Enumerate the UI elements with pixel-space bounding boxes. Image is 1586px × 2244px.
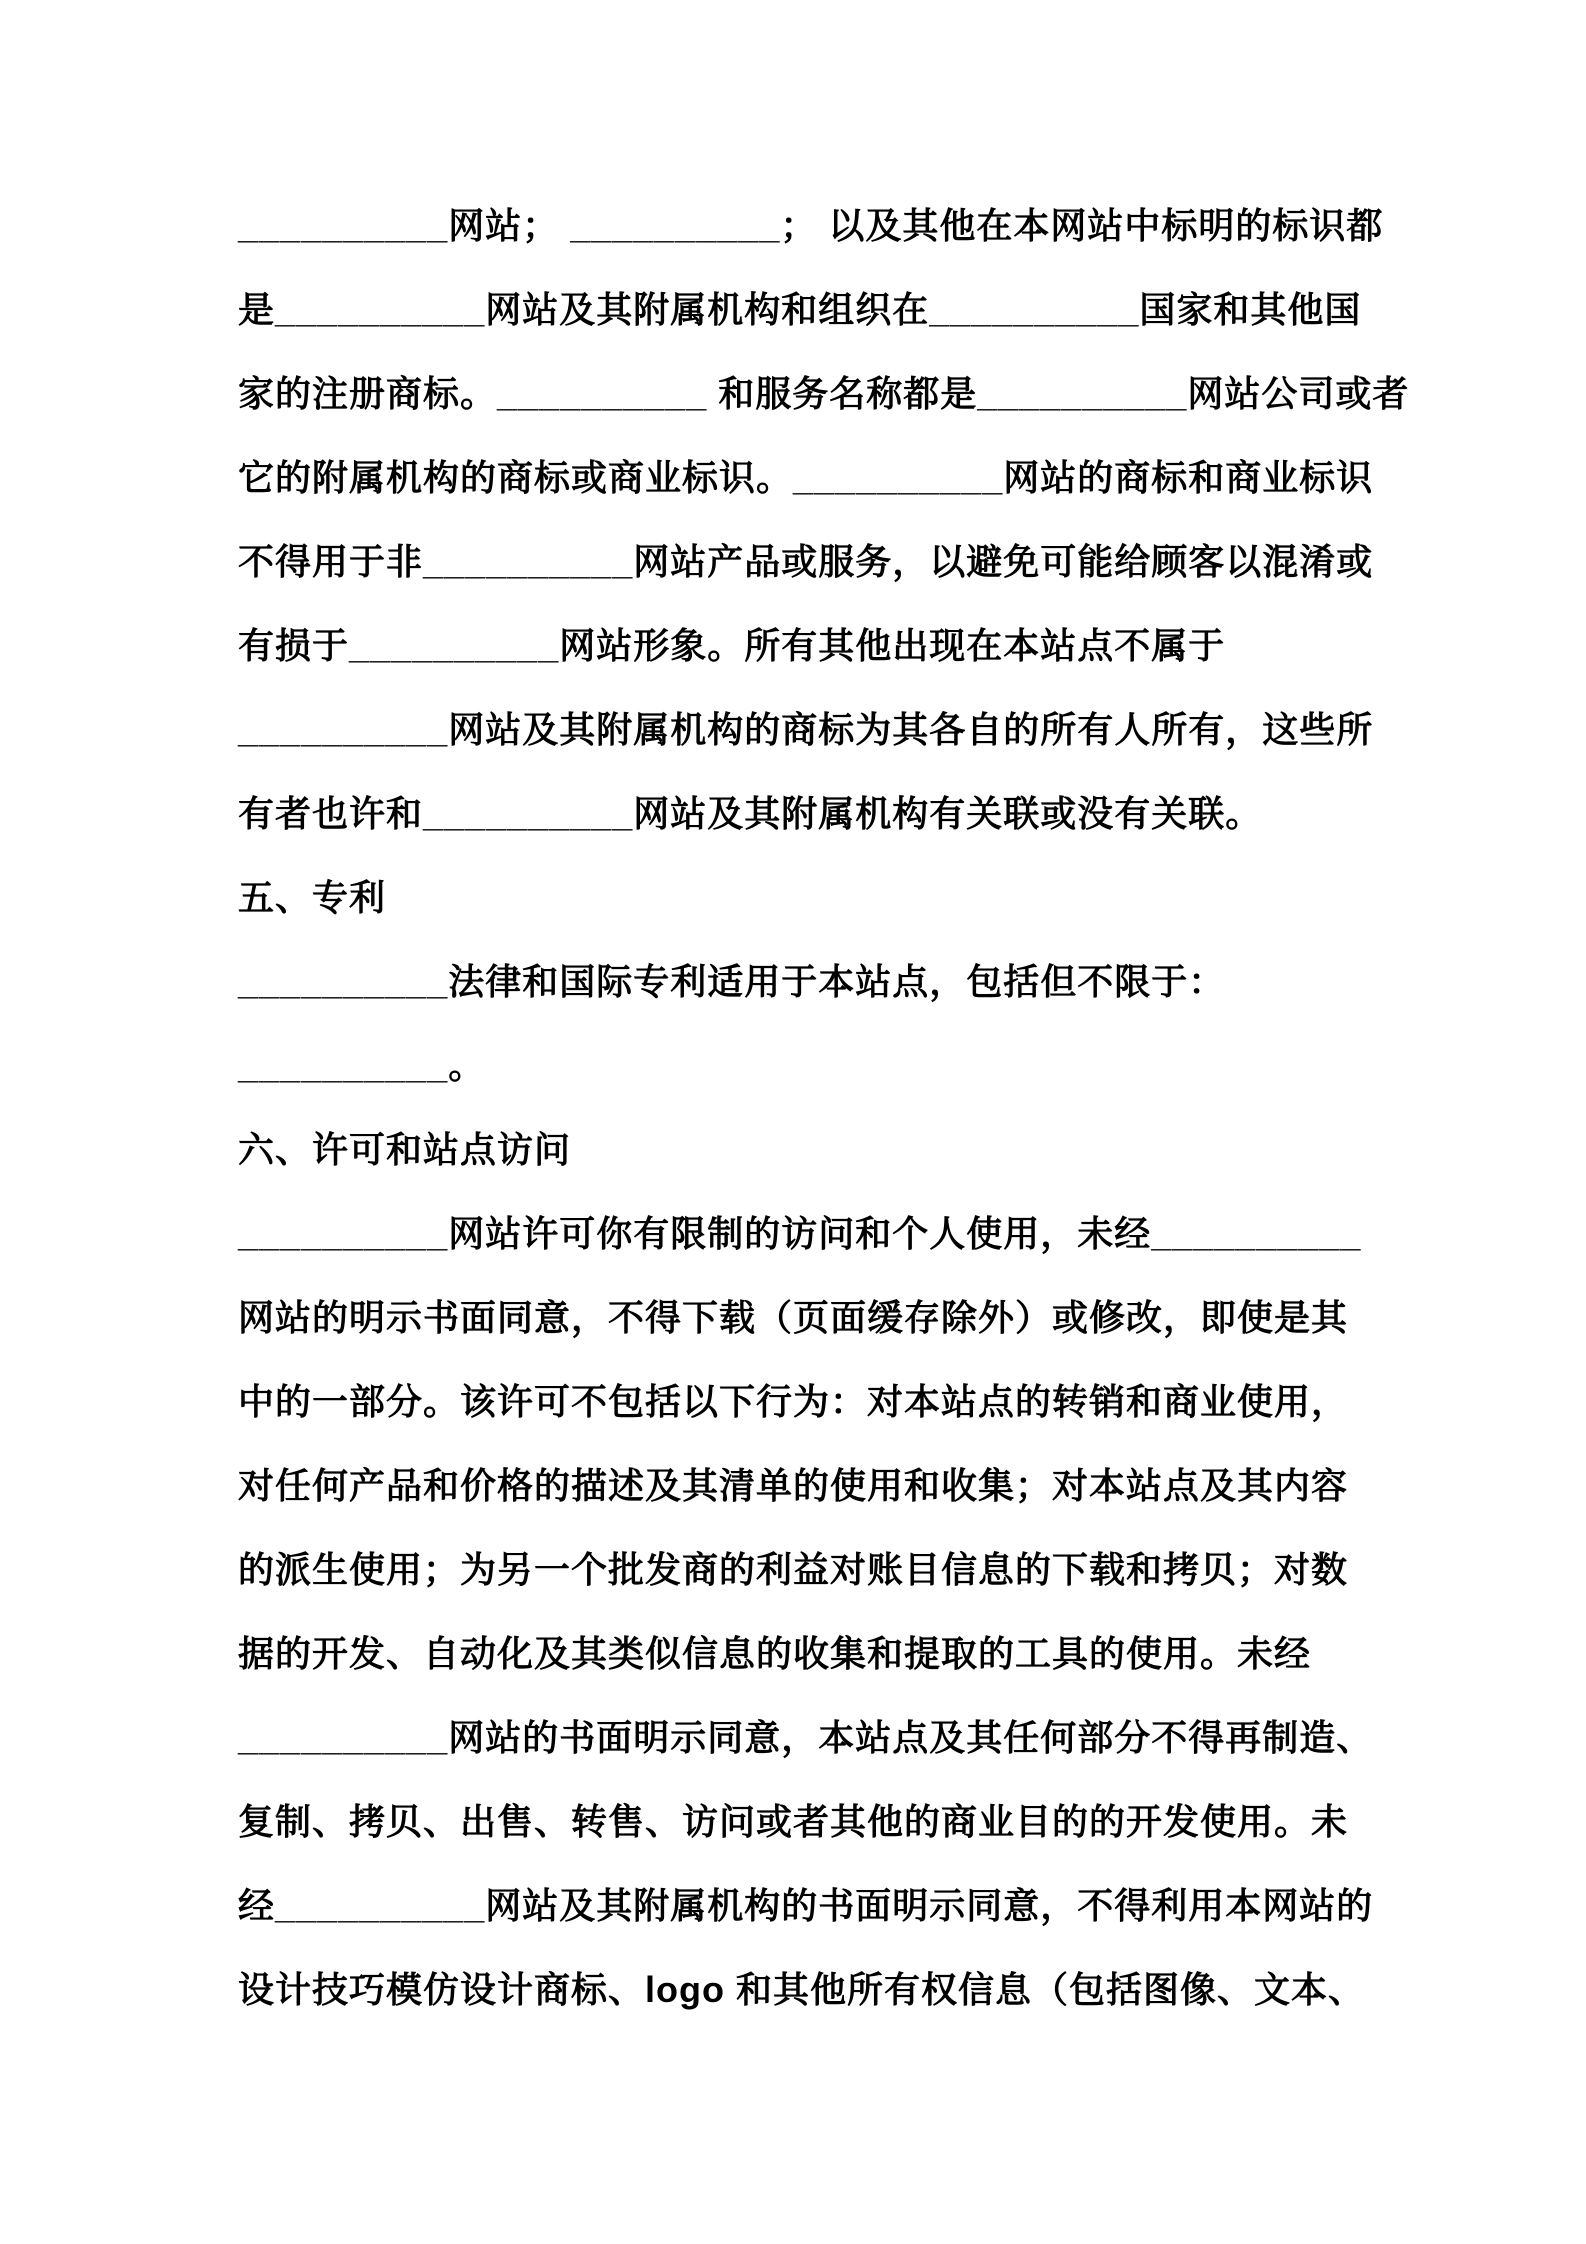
document-line: 复制、拷贝、出售、转售、访问或者其他的商业目的的开发使用。未 (238, 1801, 1349, 1842)
document-line: __________网站； __________； 以及其他在本网站中标明的标识都 (238, 205, 1384, 246)
document-line: 它的附属机构的商标或商业标识。__________网站的商标和商业标识 (238, 457, 1374, 498)
document-line: 不得用于非__________网站产品或服务，以避免可能给顾客以混淆或 (238, 541, 1374, 582)
document-line: 是__________网站及其附属机构和组织在__________国家和其他国 (238, 289, 1362, 330)
document-line: __________网站及其附属机构的商标为其各自的所有人所有，这些所 (238, 709, 1374, 750)
document-line: 的派生使用；为另一个批发商的利益对账目信息的下载和拷贝；对数 (238, 1549, 1349, 1590)
section-heading: 五、专利 (238, 877, 387, 918)
document-line: 家的注册商标。__________ 和服务名称都是__________网站公司或者 (238, 373, 1410, 414)
document-line: 经__________网站及其附属机构的书面明示同意，不得利用本网站的 (238, 1885, 1374, 1926)
document-line: __________。 (238, 1045, 486, 1086)
document-line: 据的开发、自动化及其类似信息的收集和提取的工具的使用。未经 (238, 1633, 1312, 1674)
document-line: 网站的明示书面同意，不得下载（页面缓存除外）或修改，即使是其 (238, 1297, 1349, 1338)
document-body (238, 184, 1410, 2032)
document-line: 有损于__________网站形象。所有其他出现在本站点不属于 (238, 625, 1226, 666)
document-line: __________网站许可你有限制的访问和个人使用，未经__________ (238, 1213, 1362, 1254)
document-line: __________法律和国际专利适用于本站点，包括但不限于： (238, 961, 1226, 1002)
section-heading: 六、许可和站点访问 (238, 1129, 572, 1170)
document-line: 中的一部分。该许可不包括以下行为：对本站点的转销和商业使用， (238, 1381, 1349, 1422)
document-line: 有者也许和__________网站及其附属机构有关联或没有关联。 (238, 793, 1263, 834)
document-line: 设计技巧模仿设计商标、logo 和其他所有权信息（包括图像、文本、 (238, 1969, 1365, 2010)
document-line: __________网站的书面明示同意，本站点及其任何部分不得再制造、 (238, 1717, 1374, 1758)
document-line: 对任何产品和价格的描述及其清单的使用和收集；对本站点及其内容 (238, 1465, 1349, 1506)
